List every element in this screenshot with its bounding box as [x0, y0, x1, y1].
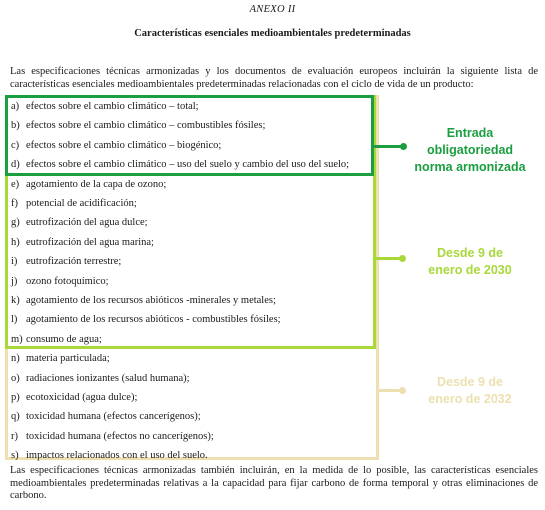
item-letter: o): [11, 372, 20, 384]
item-letter: n): [11, 353, 20, 365]
item-text: efectos sobre el cambio climático – biogénico;: [26, 139, 222, 151]
item-text: eutrofización del agua dulce;: [26, 217, 148, 229]
item-text: toxicidad humana (efectos no cancerígenos);: [26, 430, 214, 442]
item-letter: s): [11, 450, 19, 462]
label-line: Entrada: [446, 126, 494, 140]
label-2030: [404, 245, 536, 279]
item-text: ozono fotoquímico;: [26, 275, 109, 287]
item-letter: l): [11, 314, 18, 326]
item-text: potencial de acidificación;: [26, 198, 137, 209]
outro-paragraph: Las especificaciones técnicas armonizadas también incluirán, en la medida de lo posible, las características esenciales medioambientales predeterminadas relativas a la capacidad para fijar carbono de forma temporal y otras eliminaciones de carbono.: [10, 465, 538, 501]
annex-heading: ANEXO II: [249, 4, 296, 15]
item-text: efectos sobre el cambio climático – uso del suelo y cambio del uso del suelo;: [26, 159, 350, 171]
label-2032: [404, 374, 536, 408]
item-letter: b): [11, 120, 20, 132]
item-letter: p): [11, 392, 20, 403]
item-letter: d): [11, 159, 20, 171]
item-letter: m): [11, 333, 23, 345]
item-text: materia particulada;: [26, 353, 110, 365]
item-text: eutrofización del agua marina;: [26, 236, 154, 248]
item-letter: c): [11, 139, 20, 151]
label-line: enero de 2032: [428, 392, 512, 406]
item-letter: a): [11, 101, 20, 112]
item-text: agotamiento de los recursos abióticos -minerales y metales;: [26, 295, 276, 306]
label-mandatory: [404, 125, 536, 176]
item-text: consumo de agua;: [26, 333, 102, 345]
label-line: Desde 9 de: [436, 246, 503, 260]
connector-2030: [376, 257, 403, 260]
item-text: agotamiento de los recursos abióticos - combustibles fósiles;: [26, 314, 281, 326]
connector-mandatory: [374, 145, 404, 148]
item-letter: h): [11, 236, 20, 248]
item-letter: i): [11, 256, 18, 268]
connector-2032: [379, 389, 403, 392]
intro-paragraph: Las especificaciones técnicas armonizadas y los documentos de evaluación europeos incluirán la siguiente lista de características esenciales medioambientales predeterminadas relacionadas con el ciclo de vida de un producto:: [10, 66, 538, 90]
item-text: efectos sobre el cambio climático – combustibles fósiles;: [26, 120, 266, 132]
label-line: Desde 9 de: [436, 375, 503, 389]
label-line: norma armonizada: [414, 160, 526, 174]
item-text: agotamiento de la capa de ozono;: [26, 178, 167, 190]
item-text: efectos sobre el cambio climático – total;: [26, 101, 199, 112]
item-letter: e): [11, 178, 20, 190]
item-letter: g): [11, 217, 20, 229]
item-text: impactos relacionados con el uso del suelo.: [26, 450, 208, 462]
label-line: obligatoriedad: [426, 143, 514, 157]
item-text: radiaciones ionizantes (salud humana);: [26, 372, 190, 384]
document-title: Características esenciales medioambientales predeterminadas: [134, 28, 411, 39]
item-letter: j): [11, 275, 18, 287]
item-letter: k): [11, 295, 20, 306]
item-letter: r): [11, 430, 18, 442]
label-line: enero de 2030: [428, 263, 512, 277]
item-text: ecotoxicidad (agua dulce);: [26, 392, 138, 403]
item-letter: f): [11, 198, 18, 209]
item-text: eutrofización terrestre;: [26, 256, 122, 268]
item-letter: q): [11, 411, 20, 423]
item-text: toxicidad humana (efectos cancerígenos);: [26, 411, 201, 423]
